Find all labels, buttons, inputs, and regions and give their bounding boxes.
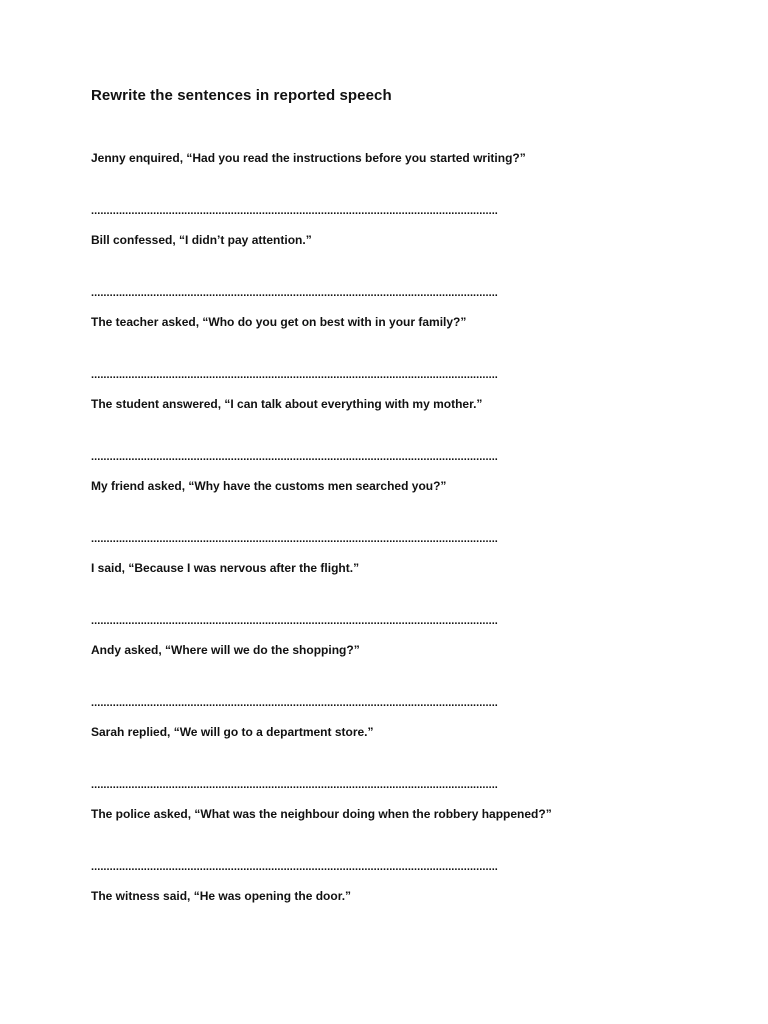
sentence-5: My friend asked, “Why have the customs men searched you?”: [91, 479, 447, 493]
answer-line-6[interactable]: ...................................................................................................................................: [91, 615, 498, 627]
answer-line-9[interactable]: ...................................................................................................................................: [91, 861, 498, 873]
sentence-6: I said, “Because I was nervous after the flight.”: [91, 561, 360, 575]
sentence-8: Sarah replied, “We will go to a department store.”: [91, 725, 374, 739]
sentence-2: Bill confessed, “I didn’t pay attention.”: [91, 233, 312, 247]
sentence-7: Andy asked, “Where will we do the shopping?”: [91, 643, 360, 657]
answer-line-5[interactable]: ...................................................................................................................................: [91, 533, 498, 545]
answer-line-3[interactable]: ...................................................................................................................................: [91, 369, 498, 381]
sentence-4: The student answered, “I can talk about everything with my mother.”: [91, 397, 483, 411]
sentence-9: The police asked, “What was the neighbour doing when the robbery happened?”: [91, 807, 552, 821]
sentence-10: The witness said, “He was opening the door.”: [91, 889, 352, 903]
answer-line-1[interactable]: ...................................................................................................................................: [91, 205, 498, 217]
answer-line-2[interactable]: ...................................................................................................................................: [91, 287, 498, 299]
sentence-3: The teacher asked, “Who do you get on best with in your family?”: [91, 315, 467, 329]
sentence-1: Jenny enquired, “Had you read the instructions before you started writing?”: [91, 151, 526, 165]
worksheet-title: Rewrite the sentences in reported speech: [91, 87, 392, 104]
answer-line-4[interactable]: ...................................................................................................................................: [91, 451, 498, 463]
answer-line-8[interactable]: ...................................................................................................................................: [91, 779, 498, 791]
answer-line-7[interactable]: ...................................................................................................................................: [91, 697, 498, 709]
